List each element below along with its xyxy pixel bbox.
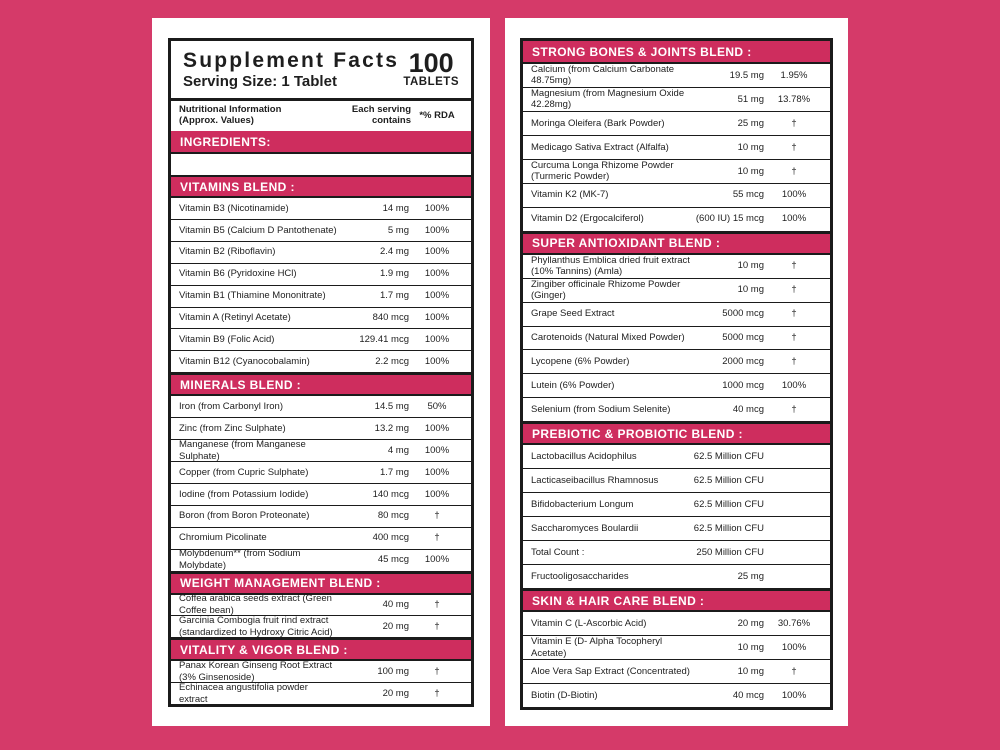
row-rda: 100%	[424, 422, 450, 434]
row-name: Lycopene (6% Powder)	[531, 356, 630, 368]
row-name: Calcium (from Calcium Carbonate 48.75mg)	[531, 63, 675, 87]
row-amount: 10 mg	[737, 641, 764, 653]
row-amount: 80 mcg	[377, 510, 409, 522]
row-amount: 10 mg	[737, 260, 764, 272]
row-rda: 1.95%	[780, 69, 808, 81]
row-name: Fructooligosaccharides	[531, 570, 629, 582]
right-facts-table	[520, 38, 833, 710]
row-rda: 100%	[424, 554, 450, 566]
blend-row	[171, 396, 471, 418]
row-name: Vitamin C (L-Ascorbic Acid)	[531, 617, 647, 629]
row-name: Moringa Oleifera (Bark Powder)	[531, 117, 665, 129]
row-rda: 100%	[781, 189, 807, 201]
blend-row	[523, 445, 830, 469]
row-rda: †	[434, 532, 440, 544]
row-name: Iron (from Carbonyl Iron)	[179, 400, 284, 412]
blend-row	[523, 208, 830, 232]
blend-row	[171, 351, 471, 373]
column-header-rda: *% RDA	[419, 109, 455, 121]
blend-row	[171, 484, 471, 506]
row-amount: 51 mg	[737, 93, 764, 105]
row-amount: 1000 mcg	[722, 380, 764, 392]
row-name: Zinc (from Zinc Sulphate)	[179, 422, 286, 434]
blend-row	[523, 112, 830, 136]
row-amount: 55 mcg	[732, 189, 764, 201]
blend-row	[523, 684, 830, 707]
row-name: Vitamin B12 (Cyanocobalamin)	[179, 356, 310, 367]
blend-row	[171, 550, 471, 572]
blend-header: MINERALS BLEND :	[171, 373, 471, 396]
row-rda: 100%	[424, 356, 450, 367]
blend-row	[523, 255, 830, 279]
row-name: Garcinia Combogia fruit rind extract (standardized to Hydroxy Citric Acid)	[179, 615, 333, 638]
row-amount: 129.41 mcg	[359, 334, 409, 346]
blend-row	[523, 184, 830, 208]
blend-row	[523, 136, 830, 160]
row-amount: 5000 mcg	[722, 332, 764, 344]
blend-row	[171, 661, 471, 683]
blend-row	[171, 264, 471, 286]
row-rda: †	[791, 308, 797, 320]
row-rda: 100%	[424, 444, 450, 456]
row-name: Total Count :	[531, 546, 585, 558]
blend-row	[523, 303, 830, 327]
row-name: Carotenoids (Natural Mixed Powder)	[531, 332, 685, 344]
row-amount: 1.7 mg	[379, 466, 409, 478]
row-amount: 2000 mcg	[722, 356, 764, 368]
row-rda: †	[791, 117, 797, 129]
row-rda: †	[434, 621, 440, 633]
row-rda: 100%	[424, 466, 450, 478]
blend-row	[171, 462, 471, 484]
blend-row	[171, 528, 471, 550]
each-serving-line1: Each serving	[351, 104, 411, 116]
row-amount: 10 mg	[737, 665, 764, 677]
blend-row	[523, 493, 830, 517]
tablet-count-unit: TABLETS	[403, 76, 459, 89]
row-name: Panax Korean Ginseng Root Extract (3% Ginsenoside)	[179, 660, 333, 683]
row-amount: 2.4 mg	[379, 246, 409, 258]
row-name: Medicago Sativa Extract (Alfalfa)	[531, 141, 669, 153]
blend-row	[171, 308, 471, 330]
row-rda: 100%	[424, 290, 450, 302]
row-rda: 100%	[781, 380, 807, 392]
row-amount: 5 mg	[387, 224, 409, 236]
row-rda: †	[791, 404, 797, 416]
row-rda: 100%	[424, 312, 450, 324]
row-amount: 2.2 mcg	[375, 356, 409, 367]
row-name: Iodine (from Potassium Iodide)	[179, 488, 309, 500]
row-name: Lactobacillus Acidophilus	[531, 451, 637, 463]
row-rda: †	[791, 165, 797, 177]
blend-row	[171, 506, 471, 528]
blend-header: SUPER ANTIOXIDANT BLEND :	[523, 232, 830, 255]
blend-row	[171, 418, 471, 440]
row-amount: 10 mg	[737, 284, 764, 296]
row-name: Lacticaseibacillus Rhamnosus	[531, 474, 659, 486]
row-name: Vitamin E (D- Alpha Tocopheryl Acetate)	[531, 635, 663, 659]
tablet-count-block	[399, 47, 459, 89]
row-name: Vitamin B9 (Folic Acid)	[179, 334, 275, 346]
facts-header-titles	[183, 49, 399, 90]
row-name: Selenium (from Sodium Selenite)	[531, 404, 671, 416]
blend-row	[523, 517, 830, 541]
blend-header: WEIGHT MANAGEMENT BLEND :	[171, 572, 471, 595]
blend-row	[523, 327, 830, 351]
row-rda: †	[434, 687, 440, 699]
row-rda: †	[791, 665, 797, 677]
blend-row	[523, 64, 830, 88]
row-rda: 100%	[781, 213, 807, 225]
blend-row	[523, 279, 830, 303]
blend-row	[171, 198, 471, 220]
blend-header: PREBIOTIC & PROBIOTIC BLEND :	[523, 422, 830, 445]
row-name: Vitamin B2 (Riboflavin)	[179, 246, 276, 258]
blend-row	[523, 636, 830, 660]
row-rda: †	[791, 332, 797, 344]
row-amount: 25 mg	[737, 570, 764, 582]
row-amount: 400 mcg	[372, 532, 409, 544]
blend-header: VITALITY & VIGOR BLEND :	[171, 638, 471, 661]
left-panel-card	[152, 18, 490, 726]
row-name: Vitamin B5 (Calcium D Pantothenate)	[179, 224, 337, 236]
row-rda: 30.76%	[777, 617, 811, 629]
blend-header: STRONG BONES & JOINTS BLEND :	[523, 41, 830, 64]
row-rda: 50%	[427, 400, 447, 412]
blend-header: INGREDIENTS:	[171, 131, 471, 154]
blend-row	[523, 660, 830, 684]
blend-row	[523, 398, 830, 422]
each-serving-line2: contains	[371, 115, 411, 126]
row-amount: 20 mg	[737, 617, 764, 629]
row-name: Curcuma Longa Rhizome Powder (Turmeric Powder)	[531, 159, 674, 183]
row-rda: †	[434, 665, 440, 677]
row-name: Coffea arabica seeds extract (Green Coffee bean)	[179, 593, 332, 616]
blend-row	[171, 329, 471, 351]
blend-row	[523, 350, 830, 374]
row-amount: 5000 mcg	[722, 308, 764, 320]
supplement-facts-title: Supplement Facts	[183, 48, 400, 72]
row-amount: 45 mcg	[377, 554, 409, 566]
right-panel-card	[505, 18, 848, 726]
blend-row	[523, 160, 830, 184]
row-amount: 4 mg	[387, 444, 409, 456]
row-amount: 840 mcg	[372, 312, 409, 324]
nutritional-info-line1: Nutritional Information	[179, 104, 282, 116]
blend-row	[171, 220, 471, 242]
row-name: Lutein (6% Powder)	[531, 380, 615, 392]
row-amount: 20 mg	[382, 687, 409, 699]
row-amount: 14 mg	[382, 202, 409, 214]
row-name: Vitamin B1 (Thiamine Mononitrate)	[179, 290, 326, 302]
blend-row	[523, 612, 830, 636]
row-name: Biotin (D-Biotin)	[531, 689, 598, 701]
row-amount: 40 mg	[382, 599, 409, 611]
row-name: Echinacea angustifolia powder extract	[179, 682, 308, 705]
blend-row	[523, 541, 830, 565]
row-rda: 13.78%	[777, 93, 811, 105]
row-amount: 25 mg	[737, 117, 764, 129]
row-name: Chromium Picolinate	[179, 532, 267, 544]
row-amount: 1.9 mg	[379, 268, 409, 280]
nutritional-info-line2: (Approx. Values)	[179, 115, 254, 126]
row-rda: †	[434, 599, 440, 611]
row-rda: 100%	[781, 641, 807, 653]
row-name: Molybdenum** (from Sodium Molybdate)	[179, 548, 301, 572]
row-rda: †	[434, 510, 440, 522]
blend-row	[171, 440, 471, 462]
blend-header: SKIN & HAIR CARE BLEND :	[523, 589, 830, 612]
blend-header: VITAMINS BLEND :	[171, 175, 471, 198]
row-amount: 62.5 Million CFU	[693, 451, 764, 463]
row-amount: 250 Million CFU	[696, 546, 764, 558]
row-rda: 100%	[424, 334, 450, 346]
row-amount: 40 mcg	[732, 404, 764, 416]
blend-row	[171, 616, 471, 638]
row-name: Phyllanthus Emblica dried fruit extract (10% Tannins) (Amla)	[531, 254, 690, 278]
row-name: Vitamin D2 (Ergocalciferol)	[531, 213, 644, 225]
row-rda: 100%	[424, 202, 450, 214]
row-name: Magnesium (from Magnesium Oxide 42.28mg)	[531, 87, 685, 111]
row-amount: 20 mg	[382, 621, 409, 633]
row-amount: 19.5 mg	[729, 69, 764, 81]
row-rda: †	[791, 356, 797, 368]
column-header-nutritional-info	[179, 105, 327, 127]
row-amount: 1.7 mg	[379, 290, 409, 302]
blend-row	[523, 469, 830, 493]
row-rda: 100%	[424, 224, 450, 236]
row-rda: †	[791, 260, 797, 272]
row-name: Aloe Vera Sap Extract (Concentrated)	[531, 665, 690, 677]
row-name: Vitamin B3 (Nicotinamide)	[179, 202, 289, 214]
row-name: Boron (from Boron Proteonate)	[179, 510, 310, 522]
row-rda: 100%	[424, 246, 450, 258]
row-amount: 10 mg	[737, 165, 764, 177]
row-name: Grape Seed Extract	[531, 308, 615, 320]
blend-row	[171, 595, 471, 617]
row-rda: 100%	[424, 268, 450, 280]
row-name: Copper (from Cupric Sulphate)	[179, 466, 309, 478]
row-name: Vitamin A (Retinyl Acetate)	[179, 312, 291, 324]
row-rda: 100%	[781, 689, 807, 701]
row-name: Vitamin B6 (Pyridoxine HCl)	[179, 268, 297, 280]
empty-ingredients-row	[171, 154, 471, 175]
row-name: Manganese (from Manganese Sulphate)	[179, 438, 306, 462]
blend-row	[171, 683, 471, 704]
row-rda: 100%	[424, 488, 450, 500]
row-amount: 140 mcg	[372, 488, 409, 500]
row-name: Saccharomyces Boulardii	[531, 522, 639, 534]
row-amount: 14.5 mg	[374, 400, 409, 412]
tablet-count: 100	[408, 47, 454, 78]
row-amount: 62.5 Million CFU	[693, 522, 764, 534]
row-amount: 62.5 Million CFU	[693, 474, 764, 486]
left-facts-table	[168, 38, 474, 707]
blend-row	[171, 286, 471, 308]
column-headers	[171, 101, 471, 131]
blend-row	[523, 565, 830, 589]
left-blend-sections	[171, 131, 471, 704]
row-amount: 40 mcg	[732, 689, 764, 701]
serving-size-text: Serving Size: 1 Tablet	[183, 73, 337, 91]
blend-row	[523, 88, 830, 112]
row-name: Vitamin K2 (MK-7)	[531, 189, 609, 201]
column-header-each-serving	[327, 105, 411, 127]
blend-row	[523, 374, 830, 398]
row-rda: †	[791, 284, 797, 296]
facts-header	[171, 41, 471, 101]
row-amount: 100 mg	[377, 665, 409, 677]
row-amount: 10 mg	[737, 141, 764, 153]
row-amount: (600 IU) 15 mcg	[695, 213, 764, 225]
row-name: Bifidobacterium Longum	[531, 498, 634, 510]
row-amount: 62.5 Million CFU	[693, 498, 764, 510]
row-rda: †	[791, 141, 797, 153]
blend-row	[171, 242, 471, 264]
row-amount: 13.2 mg	[374, 422, 409, 434]
row-name: Zingiber officinale Rhizome Powder (Ginger)	[531, 278, 681, 302]
